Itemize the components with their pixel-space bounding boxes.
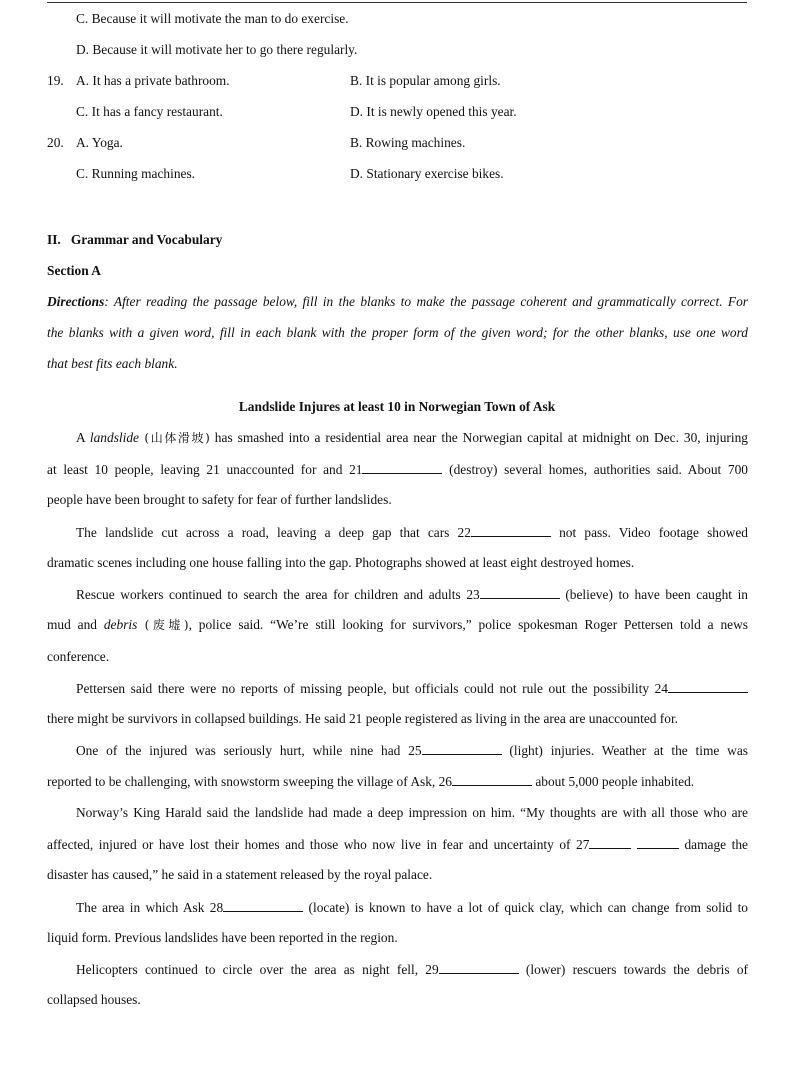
q19-option-c: C. It has a fancy restaurant.: [76, 104, 223, 119]
top-divider: [47, 2, 747, 3]
directions-label: Directions: [47, 294, 105, 309]
q20-option-a: A. Yoga.: [76, 135, 123, 150]
passage-p7-line-2: liquid form. Previous landslides have been reported in the region.: [47, 930, 398, 945]
q18-option-d: D. Because it will motivate her to go there regularly.: [76, 42, 358, 57]
q20-number: 20.: [47, 135, 64, 150]
passage-p3-line-2: mud and debris (废墟), police said. “We’re still looking for survivors,” police spokesman Roger Pettersen told a news: [47, 617, 748, 632]
passage-p7-line-1: The area in which Ask 28 (locate) is known to have a lot of quick clay, which can change from solid to: [76, 900, 749, 915]
blank-26[interactable]: [452, 772, 532, 786]
passage-p1-line-1: A landslide (山体滑坡) has smashed into a residential area near the Norwegian capital at midnight on Dec. 30, injuring: [76, 430, 748, 445]
passage-p4-line-2: there might be survivors in collapsed buildings. He said 21 people registered as living in the area are unaccounted for.: [47, 711, 679, 726]
blank-22[interactable]: [471, 523, 551, 537]
directions-line-1: Directions: After reading the passage below, fill in the blanks to make the passage coherent and grammatically correct. For: [47, 294, 748, 309]
section-sub-heading: Section A: [47, 263, 101, 278]
passage-p2-line-1: The landslide cut across a road, leaving a deep gap that cars 22 not pass. Video footage showed: [76, 525, 748, 540]
q19-option-b: B. It is popular among girls.: [350, 73, 501, 88]
passage-p8-line-1: Helicopters continued to circle over the area as night fell, 29 (lower) rescuers towards the debris of: [76, 962, 748, 977]
q18-option-c: C. Because it will motivate the man to do exercise.: [76, 11, 349, 26]
blank-27b[interactable]: [637, 835, 679, 849]
passage-p2-line-2: dramatic scenes including one house falling into the gap. Photographs showed at least eight destroyed homes.: [47, 555, 635, 570]
q20-option-b: B. Rowing machines.: [350, 135, 466, 150]
passage-p3-line-3: conference.: [47, 649, 110, 664]
q19-number: 19.: [47, 73, 64, 88]
section-heading: II. Grammar and Vocabulary: [47, 232, 223, 247]
q20-option-c: C. Running machines.: [76, 166, 196, 181]
passage-p5-line-1: One of the injured was seriously hurt, while nine had 25 (light) injuries. Weather at the time was: [76, 743, 748, 758]
blank-24[interactable]: [668, 679, 748, 693]
blank-28[interactable]: [223, 898, 303, 912]
passage-p1-line-2: at least 10 people, leaving 21 unaccounted for and 21 (destroy) several homes, authorities said. About 700: [47, 462, 749, 477]
blank-27a[interactable]: [589, 835, 631, 849]
passage-p1-line-3: people have been brought to safety for fear of further landslides.: [47, 492, 392, 507]
passage-title: Landslide Injures at least 10 in Norwegian Town of Ask: [238, 399, 556, 414]
passage-p6-line-1: Norway’s King Harald said the landslide had made a deep impression on him. “My thoughts are with all those who are: [76, 805, 748, 820]
blank-21[interactable]: [362, 460, 442, 474]
q20-option-d: D. Stationary exercise bikes.: [350, 166, 504, 181]
blank-23[interactable]: [480, 585, 560, 599]
passage-p6-line-2: affected, injured or have lost their homes and those who now live in fear and uncertainty of 27 damage the: [47, 837, 748, 852]
passage-p8-line-2: collapsed houses.: [47, 992, 141, 1007]
q19-option-a: A. It has a private bathroom.: [76, 73, 230, 88]
blank-29[interactable]: [439, 960, 519, 974]
q19-option-d: D. It is newly opened this year.: [350, 104, 517, 119]
blank-25[interactable]: [422, 741, 502, 755]
passage-p3-line-1: Rescue workers continued to search the area for children and adults 23 (believe) to have been caught in: [76, 587, 749, 602]
passage-p5-line-2: reported to be challenging, with snowstorm sweeping the village of Ask, 26 about 5,000 people inhabited.: [47, 774, 695, 789]
directions-line-2: the blanks with a given word, fill in each blank with the proper form of the given word; for the other blanks, use one word: [47, 325, 748, 340]
passage-p6-line-3: disaster has caused,” he said in a statement released by the royal palace.: [47, 867, 433, 882]
directions-line-3: that best fits each blank.: [47, 356, 178, 371]
passage-p4-line-1: Pettersen said there were no reports of missing people, but officials could not rule out the possibility 24: [76, 679, 748, 698]
